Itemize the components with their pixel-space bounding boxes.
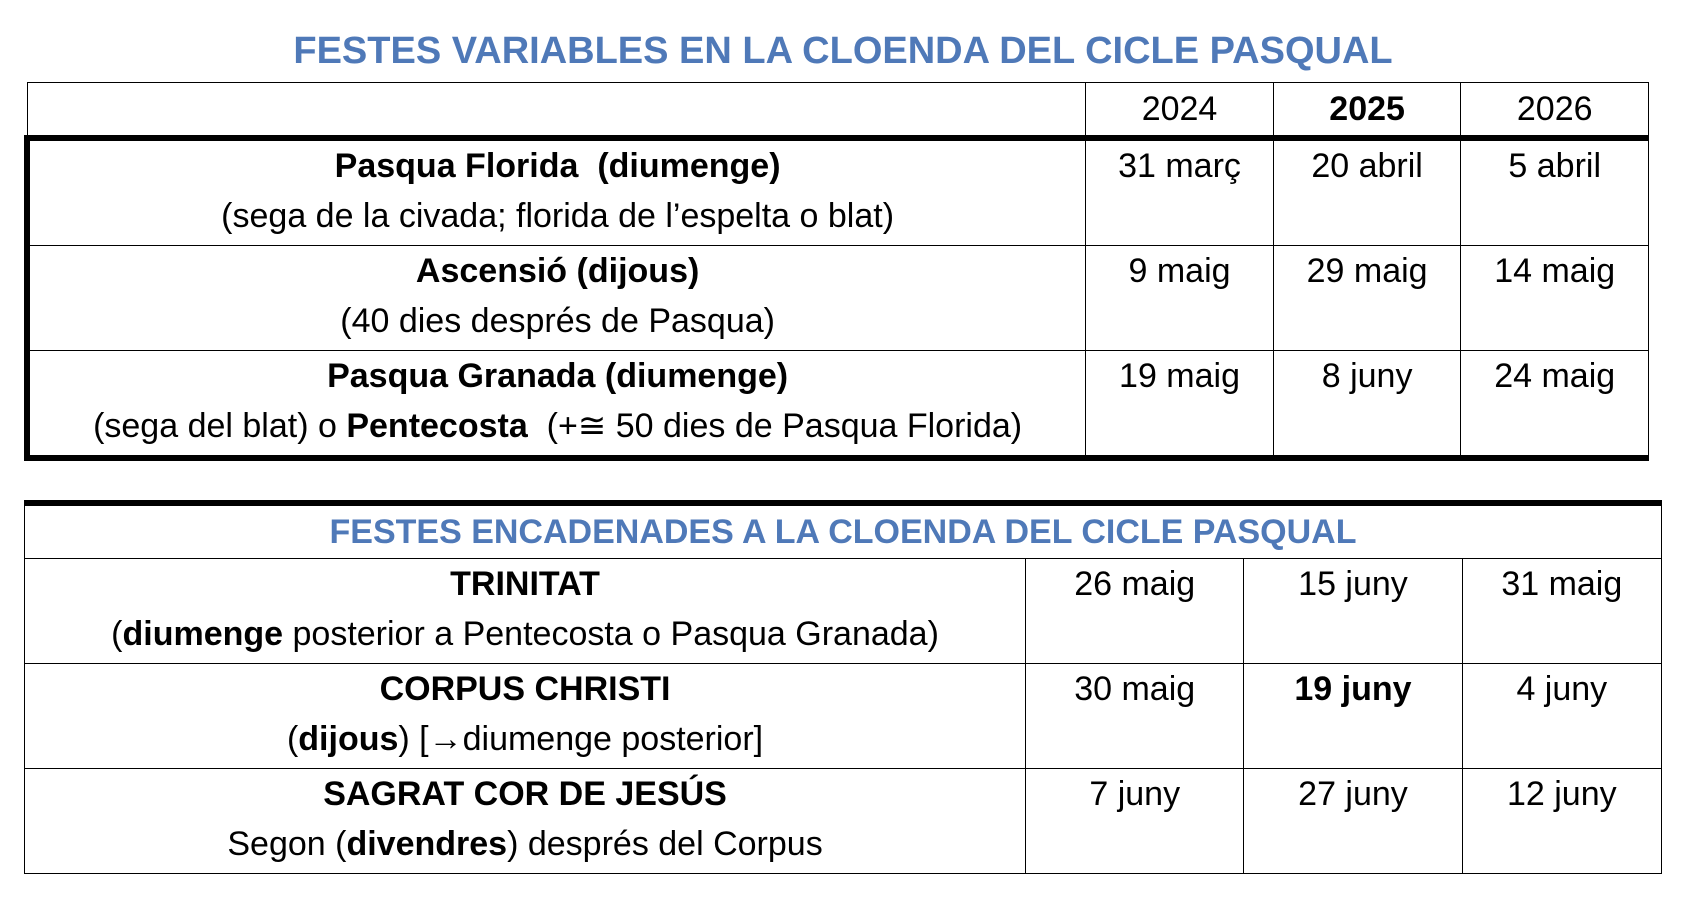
- date-2025: 8 juny: [1273, 351, 1461, 459]
- date-2025: 29 maig: [1273, 246, 1461, 351]
- feast-cell: [27, 246, 1086, 351]
- feast-cell: [25, 769, 1026, 874]
- table2-title-cell: [25, 503, 1662, 559]
- year-2025-header: 2025: [1273, 83, 1461, 139]
- header-empty-cell: [27, 83, 1086, 139]
- year-header-row: [27, 83, 1649, 139]
- table-row: [25, 769, 1662, 874]
- feast-description-b: divendres: [346, 825, 508, 863]
- feast-description-a: Segon (: [227, 825, 347, 863]
- year-2026-header: 2026: [1461, 83, 1649, 139]
- feast-description-a: (sega del blat) o: [93, 407, 347, 445]
- chained-feasts-table: [24, 500, 1662, 874]
- feast-name: CORPUS CHRISTI: [379, 670, 671, 708]
- feast-description-b: diumenge: [122, 615, 284, 653]
- table-row: [27, 351, 1649, 459]
- feast-description: (sega de la civada; florida de l’espelta o blat): [221, 197, 895, 235]
- variable-feasts-table: [24, 82, 1649, 461]
- table-row: [25, 559, 1662, 664]
- date-2026: 12 juny: [1462, 769, 1661, 874]
- date-2024: 30 maig: [1026, 664, 1244, 769]
- table-row: [27, 138, 1649, 246]
- feast-day: (dijous): [576, 252, 700, 290]
- feast-description-c: (+≅ 50 dies de Pasqua Florida): [527, 407, 1023, 445]
- feast-day: (diumenge): [597, 147, 781, 185]
- feast-description-c: ) després del Corpus: [507, 825, 823, 863]
- feast-name: Ascensió: [415, 252, 568, 290]
- date-2024: 19 maig: [1086, 351, 1274, 459]
- feast-description-c: ) [→diumenge posterior]: [398, 720, 764, 758]
- feast-name: TRINITAT: [450, 565, 600, 603]
- year-2024-header: 2024: [1086, 83, 1274, 139]
- date-2024: 31 març: [1086, 138, 1274, 246]
- date-2025: 20 abril: [1273, 138, 1461, 246]
- feast-description-b: Pentecosta: [346, 407, 528, 445]
- feast-name: SAGRAT COR DE JESÚS: [323, 775, 727, 813]
- feast-description-a: (: [111, 615, 123, 653]
- date-2024: 26 maig: [1026, 559, 1244, 664]
- date-2026: 14 maig: [1461, 246, 1649, 351]
- feast-cell: [25, 664, 1026, 769]
- table2-title-row: [25, 503, 1662, 559]
- feast-name: Pasqua Granada: [327, 357, 596, 395]
- feast-description-a: (: [286, 720, 299, 758]
- date-2025: 15 juny: [1244, 559, 1462, 664]
- feast-description: (40 dies després de Pasqua): [340, 302, 775, 340]
- date-2026: 24 maig: [1461, 351, 1649, 459]
- feast-cell: [25, 559, 1026, 664]
- date-2026: 31 maig: [1462, 559, 1661, 664]
- date-2025: 27 juny: [1244, 769, 1462, 874]
- date-2025: 19 juny: [1244, 664, 1462, 769]
- table2-title: FESTES ENCADENADES A LA CLOENDA DEL CICLE PASQUAL: [329, 513, 1357, 551]
- date-2024: 7 juny: [1026, 769, 1244, 874]
- feast-cell: [27, 351, 1086, 459]
- feast-cell: [27, 138, 1086, 246]
- feast-description-b: dijous: [298, 720, 399, 758]
- feast-description-c: posterior a Pentecosta o Pasqua Granada): [283, 615, 939, 653]
- feast-day: (diumenge): [604, 357, 789, 395]
- date-2026: 4 juny: [1462, 664, 1661, 769]
- table-row: [25, 664, 1662, 769]
- table-row: [27, 246, 1649, 351]
- date-2026: 5 abril: [1461, 138, 1649, 246]
- table1-title: FESTES VARIABLES EN LA CLOENDA DEL CICLE PASQUAL: [293, 30, 1393, 72]
- date-2024: 9 maig: [1086, 246, 1274, 351]
- feast-name: Pasqua Florida: [334, 147, 579, 185]
